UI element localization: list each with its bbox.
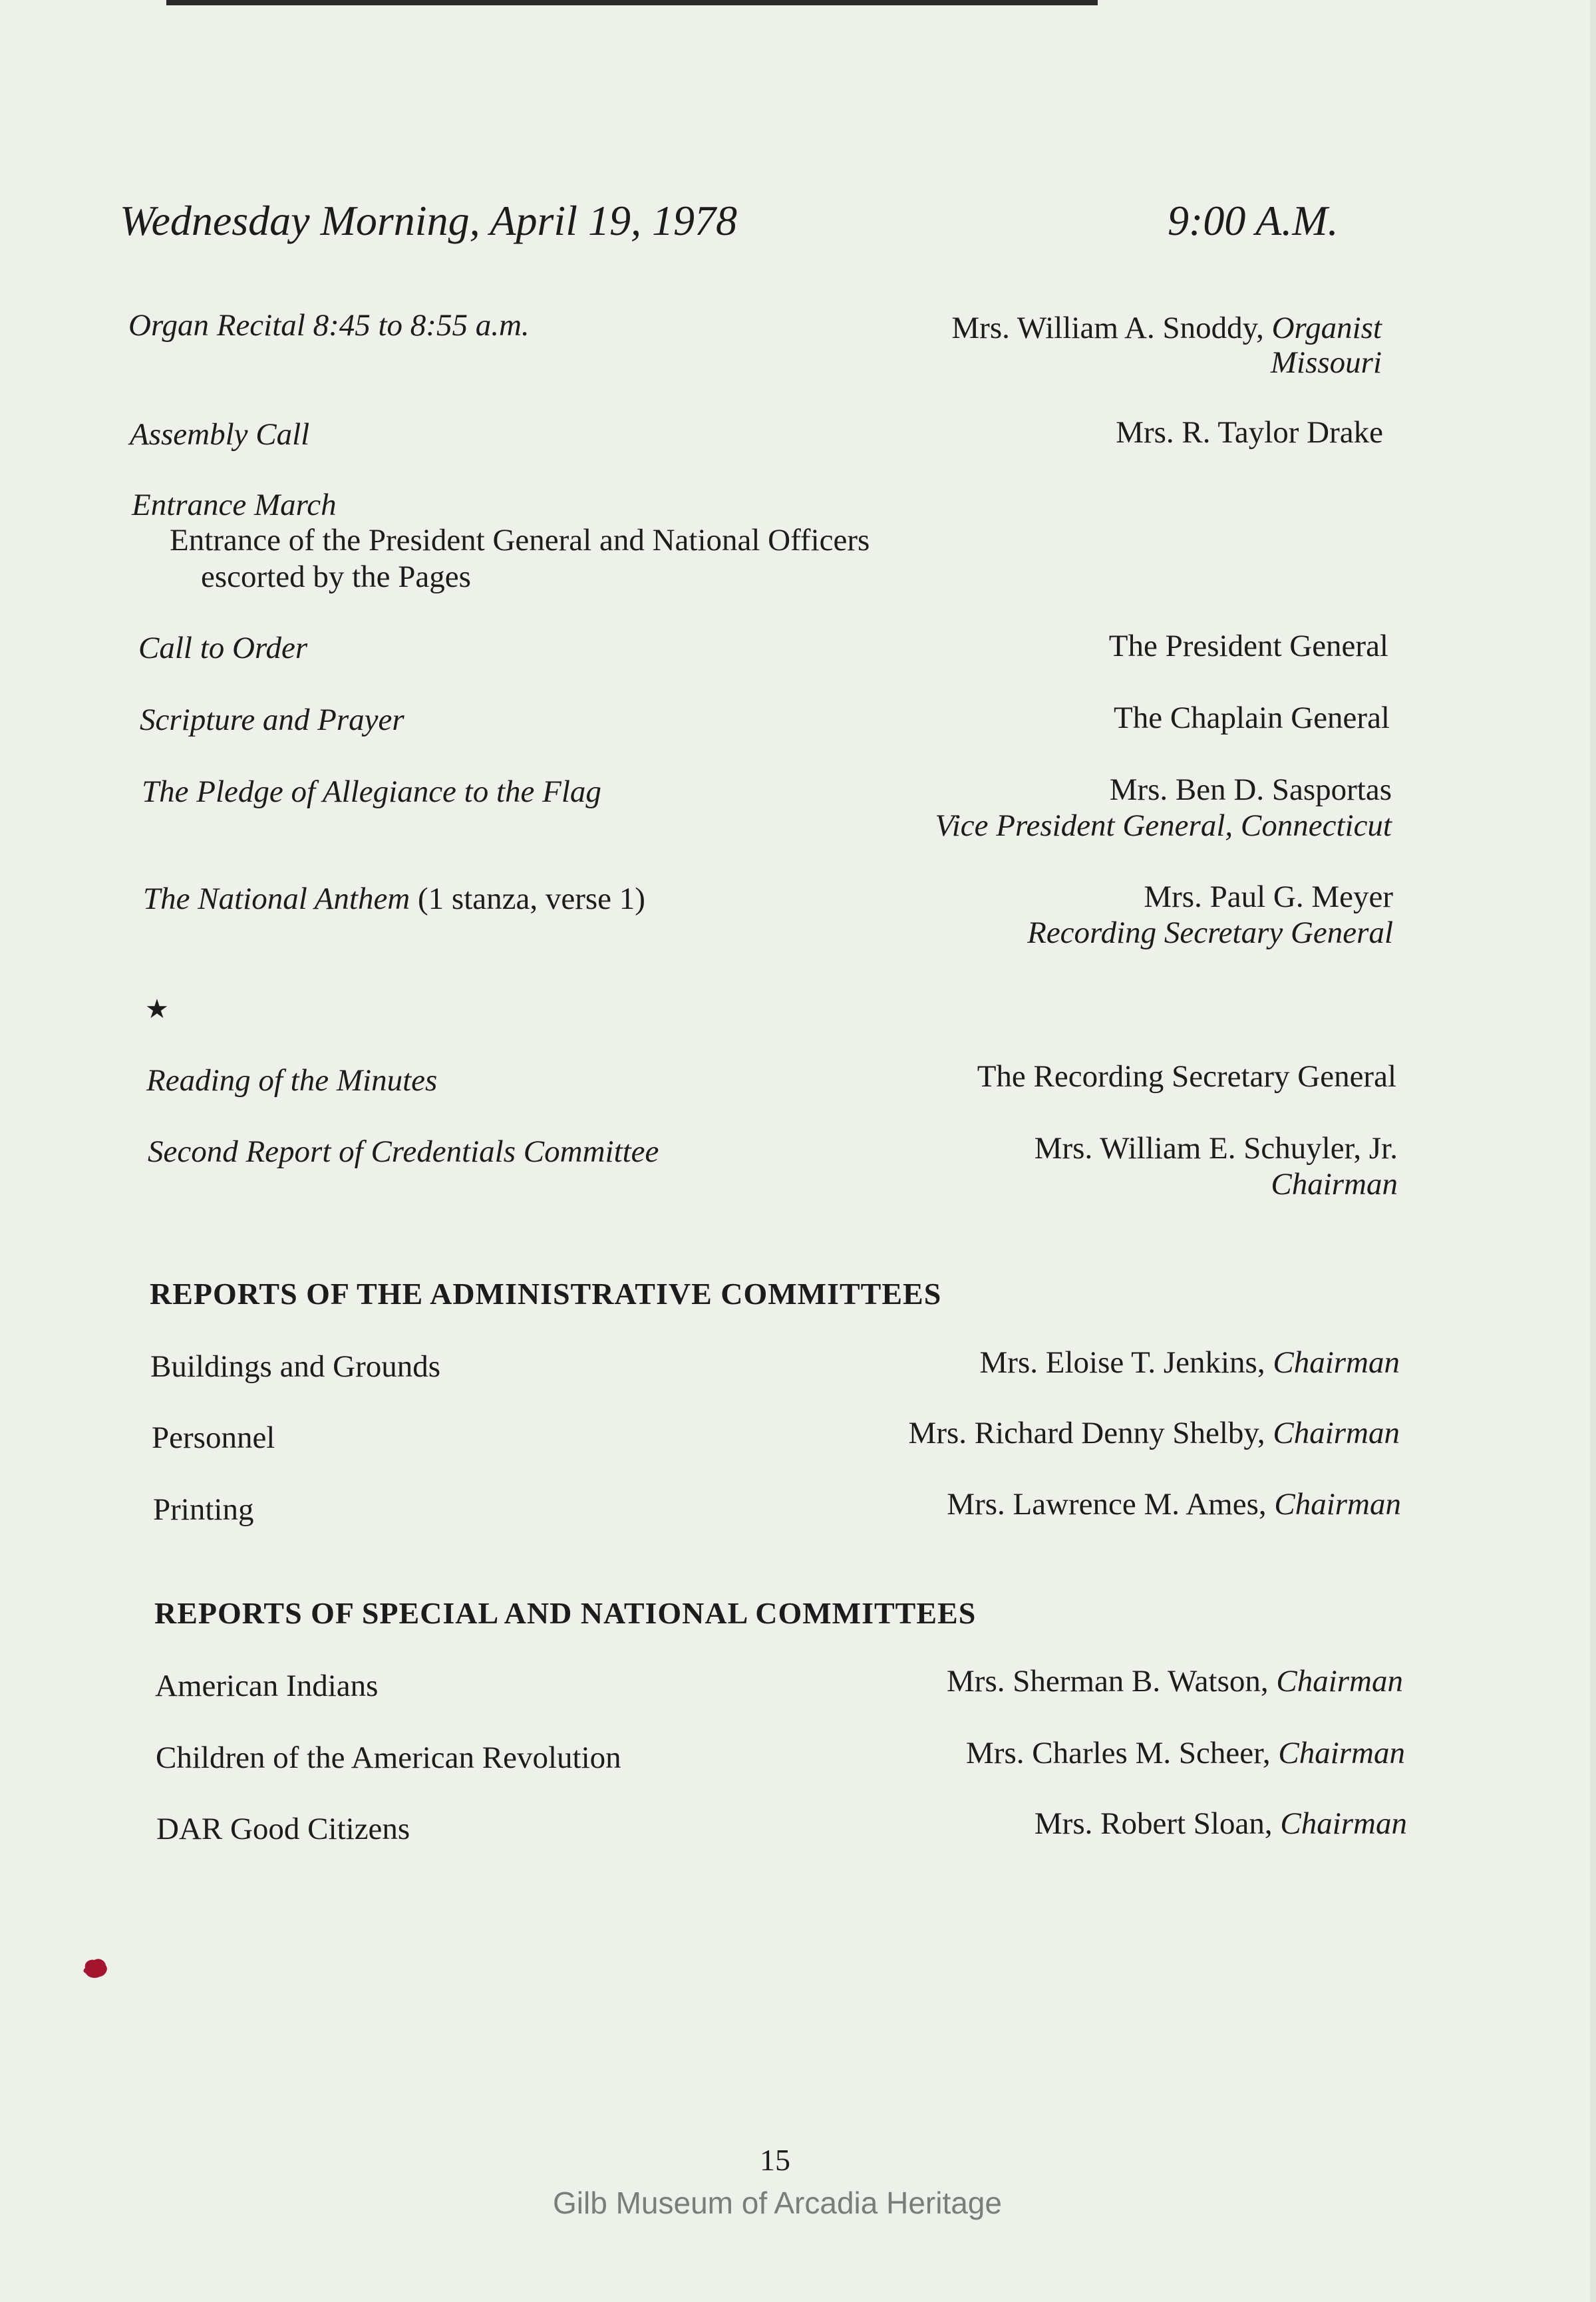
session-time: 9:00 A.M.: [1168, 197, 1339, 244]
committee-chair: [1035, 1808, 1407, 1840]
program-item: Entrance March: [132, 488, 337, 522]
person-name: Mrs. Eloise T. Jenkins,: [979, 1345, 1265, 1380]
program-item-detail: escorted by the Pages: [201, 560, 471, 594]
committee-name: Buildings and Grounds: [150, 1349, 441, 1384]
program-person: The President General: [1108, 629, 1388, 663]
committee-name: Personnel: [152, 1420, 275, 1455]
program-item: Assembly Call: [130, 417, 310, 452]
committee-chair: [966, 1738, 1405, 1769]
program-item: Call to Order: [138, 631, 308, 665]
red-stamp-mark: [81, 1956, 109, 1980]
committee-chair: [947, 1489, 1401, 1520]
committee-name: DAR Good Citizens: [156, 1812, 410, 1846]
scan-edge-bar: [166, 0, 1098, 5]
committee-name: American Indians: [155, 1669, 379, 1703]
committee-name: Printing: [153, 1492, 254, 1527]
program-item: Second Report of Credentials Committee: [148, 1134, 659, 1169]
program-item: The Pledge of Allegiance to the Flag: [142, 774, 601, 809]
committee-chair: [909, 1418, 1400, 1449]
person-role: Chairman: [1276, 1664, 1403, 1699]
star-icon: ★: [145, 994, 169, 1024]
person-name: Mrs. William A. Snoddy,: [951, 311, 1264, 345]
committee-chair: [980, 1347, 1400, 1379]
page-number: 15: [760, 2143, 790, 2177]
watermark: Gilb Museum of Arcadia Heritage: [553, 2186, 1002, 2220]
program-item: Organ Recital 8:45 to 8:55 a.m.: [128, 308, 530, 343]
person-role: Chairman: [1278, 1736, 1405, 1770]
committee-name: Children of the American Revolution: [156, 1740, 621, 1775]
person-role: Chairman: [1273, 1345, 1400, 1380]
section-heading: REPORTS OF THE ADMINISTRATIVE COMMITTEES: [150, 1277, 942, 1311]
person-role: Organist: [1271, 311, 1382, 345]
person-role: Chairman: [1280, 1806, 1407, 1841]
person-name: Mrs. Robert Sloan,: [1034, 1806, 1273, 1841]
page-edge: [1590, 0, 1596, 2302]
program-person: The Recording Secretary General: [977, 1059, 1396, 1094]
person-name: Mrs. Sherman B. Watson,: [947, 1664, 1269, 1699]
program-item: Scripture and Prayer: [140, 703, 404, 737]
program-item: Reading of the Minutes: [146, 1063, 438, 1098]
person-subrole: Vice President General, Connecticut: [935, 808, 1392, 843]
program-person: Mrs. R. Taylor Drake: [1116, 415, 1383, 450]
program-person: [951, 313, 1382, 344]
program-person: Mrs. William E. Schuyler, Jr.: [1034, 1131, 1398, 1166]
program-item-detail: Entrance of the President General and National Officers: [170, 523, 870, 558]
person-role: Chairman: [1273, 1416, 1400, 1450]
person-name: Mrs. Lawrence M. Ames,: [947, 1487, 1267, 1522]
program-item-title: The National Anthem: [143, 882, 410, 916]
person-subrole: Chairman: [1271, 1167, 1398, 1202]
person-name: Mrs. Charles M. Scheer,: [966, 1736, 1271, 1770]
section-heading: REPORTS OF SPECIAL AND NATIONAL COMMITTEES: [154, 1596, 977, 1630]
program-item: [143, 884, 645, 915]
person-subrole: Recording Secretary General: [1027, 915, 1393, 950]
committee-chair: [947, 1666, 1403, 1697]
person-name: Mrs. Richard Denny Shelby,: [908, 1416, 1265, 1450]
program-person: Mrs. Paul G. Meyer: [1144, 880, 1393, 914]
person-role: Chairman: [1274, 1487, 1401, 1522]
program-item-note: (1 stanza, verse 1): [410, 882, 645, 916]
person-subrole: Missouri: [1270, 345, 1382, 380]
program-person: The Chaplain General: [1114, 701, 1390, 735]
program-person: Mrs. Ben D. Sasportas: [1109, 772, 1392, 807]
page-title: Wednesday Morning, April 19, 1978: [120, 197, 737, 244]
